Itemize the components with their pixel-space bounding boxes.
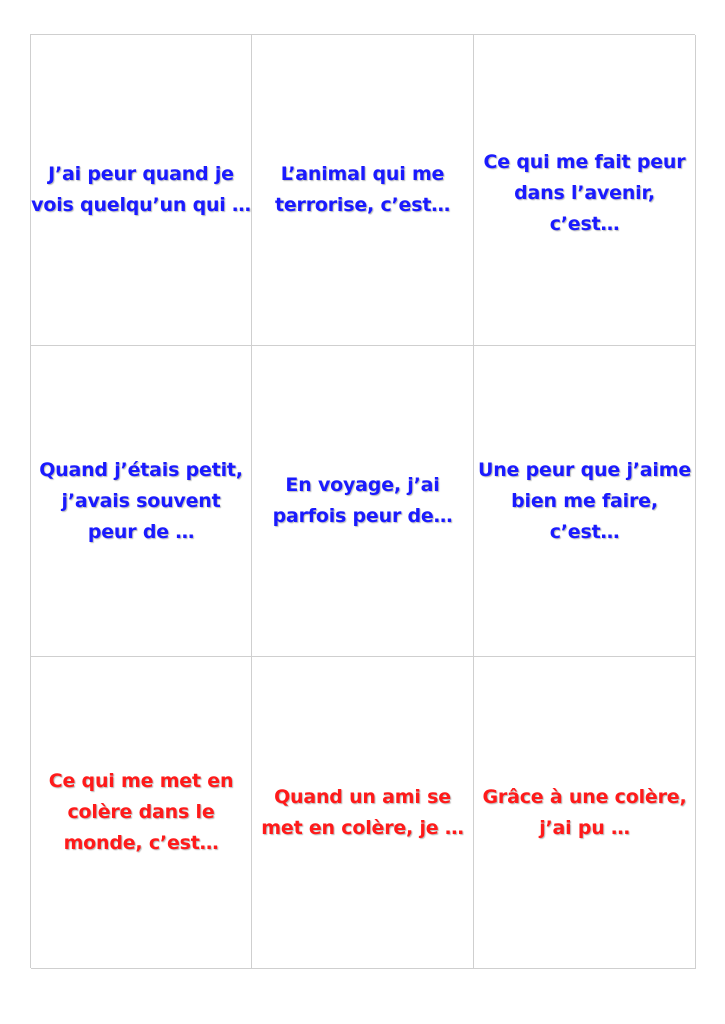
- card-line: c’est…: [549, 520, 620, 543]
- card-line: met en colère, je …: [261, 816, 464, 839]
- card-line: L’animal qui me: [280, 163, 445, 185]
- card-line: Grâce à une colère,: [482, 785, 687, 808]
- card-line: En voyage, j’ai: [285, 474, 440, 496]
- card-anger-1: [31, 657, 252, 969]
- card-fear-2: [252, 35, 474, 346]
- card-fear-6: [474, 346, 696, 657]
- card-fear-5: [252, 346, 474, 657]
- card-line: j’avais souvent: [61, 489, 221, 512]
- card-text: [483, 782, 687, 844]
- card-text: [275, 159, 450, 221]
- card-line: Ce qui me met en: [48, 770, 234, 792]
- card-line: dans l’avenir,: [514, 182, 655, 204]
- card-text: [39, 455, 243, 548]
- card-line: j’ai pu …: [539, 816, 630, 839]
- card-text: [261, 782, 463, 844]
- card-text: [49, 766, 234, 859]
- card-sheet: [30, 34, 695, 968]
- card-text: [273, 470, 453, 532]
- card-line: J’ai peur quand je: [48, 163, 234, 185]
- card-fear-4: [31, 346, 252, 657]
- card-text: [31, 159, 251, 221]
- card-anger-3: [474, 657, 696, 969]
- card-line: monde, c’est…: [63, 832, 219, 854]
- card-anger-2: [252, 657, 474, 969]
- card-line: peur de …: [87, 520, 195, 543]
- card-line: vois quelqu’un qui …: [31, 194, 251, 216]
- card-fear-3: [474, 35, 696, 346]
- card-line: c’est…: [549, 213, 620, 235]
- card-text: [478, 455, 691, 548]
- card-line: colère dans le: [67, 801, 215, 823]
- card-line: parfois peur de…: [272, 505, 453, 527]
- card-line: terrorise, c’est…: [274, 194, 451, 216]
- card-text: [484, 147, 686, 240]
- card-line: bien me faire,: [511, 489, 658, 512]
- card-fear-1: [31, 35, 252, 346]
- card-line: Quand j’étais petit,: [39, 458, 243, 481]
- card-line: Ce qui me fait peur: [483, 151, 686, 173]
- card-line: Une peur que j’aime: [477, 458, 692, 481]
- card-line: Quand un ami se: [274, 785, 451, 808]
